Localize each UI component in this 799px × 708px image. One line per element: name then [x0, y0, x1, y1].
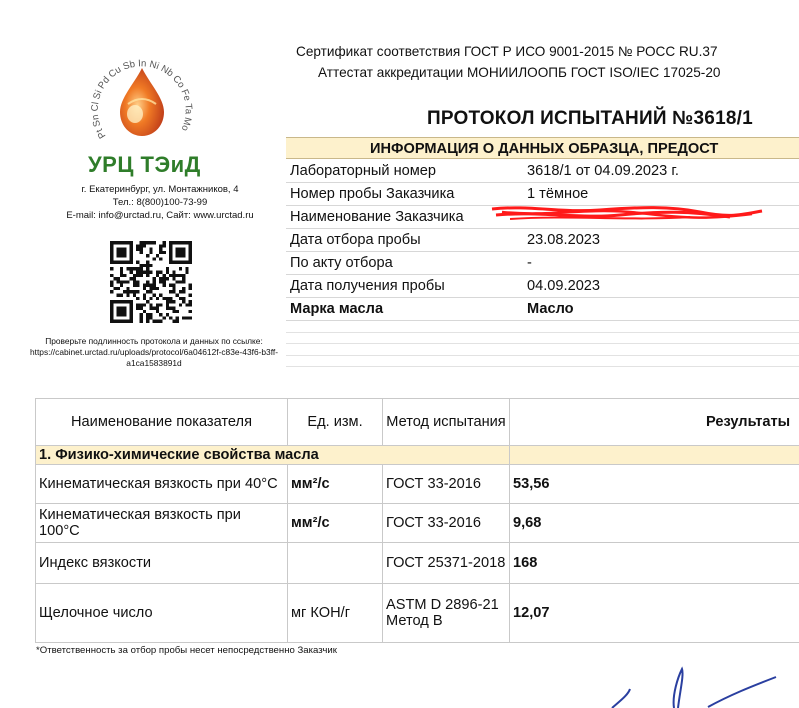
row-name: Щелочное число	[36, 584, 288, 643]
section-filler	[510, 446, 799, 465]
info-row-empty	[286, 344, 799, 356]
row-unit	[288, 543, 383, 584]
results-header-row	[36, 399, 799, 446]
info-value: 1 тёмное	[527, 186, 589, 202]
lab-phone[interactable]: Тел.: 8(800)100-73-99	[112, 197, 208, 208]
section-title: 1. Физико-химические свойства масла	[36, 446, 510, 465]
info-label: Дата получения пробы	[290, 278, 445, 294]
row-name: Кинематическая вязкость при 40°С	[36, 465, 288, 504]
lab-contacts	[30, 183, 290, 222]
verify-text: Проверьте подлинность протокола и данных по ссылке:	[45, 336, 263, 346]
info-row-receipt-date	[286, 275, 799, 298]
info-label: Дата отбора пробы	[290, 232, 421, 248]
table-row	[36, 465, 799, 504]
table-row	[36, 584, 799, 643]
info-row-empty	[286, 333, 799, 345]
row-method: ГОСТ 25371-2018	[383, 543, 510, 584]
sample-info-header: ИНФОРМАЦИЯ О ДАННЫХ ОБРАЗЦА, ПРЕДОСТ	[286, 137, 799, 159]
row-value: 9,68	[510, 504, 799, 543]
info-value: 23.08.2023	[527, 232, 601, 248]
info-value: Масло	[527, 301, 574, 317]
oil-drop-icon	[120, 68, 164, 136]
certificate-line-2: Аттестат аккредитации МОНИИЛООПБ ГОСТ ISO/IEC 17025-20	[318, 65, 721, 80]
sample-info-table	[286, 160, 799, 367]
verify-note	[30, 336, 278, 369]
table-row	[36, 504, 799, 543]
row-method: ГОСТ 33-2016	[383, 504, 510, 543]
info-value: 04.09.2023	[527, 278, 601, 294]
verify-link[interactable]: https://cabinet.urctad.ru/uploads/protocol/6a04612f-c83e-43f6-b3ff-a1ca1583891d	[30, 347, 278, 368]
lab-email-site[interactable]: E-mail: info@urctad.ru, Сайт: www.urctad.ru	[66, 210, 254, 221]
lab-brand-name: УРЦ ТЭиД	[88, 152, 201, 177]
info-label: Номер пробы Заказчика	[290, 186, 455, 202]
protocol-title: ПРОТОКОЛ ИСПЫТАНИЙ №3618/1	[427, 108, 753, 129]
row-unit: мм²/с	[288, 504, 383, 543]
info-label: По акту отбора	[290, 255, 393, 271]
info-row-act	[286, 252, 799, 275]
info-value: 3618/1 от 04.09.2023 г.	[527, 163, 679, 179]
certificate-line-1: Сертификат соответствия ГОСТ Р ИСО 9001-2015 № РОСС RU.37	[296, 44, 718, 59]
info-label: Наименование Заказчика	[290, 209, 464, 225]
info-label: Лабораторный номер	[290, 163, 437, 179]
footnote: *Ответственность за отбор пробы несет непосредственно Заказчик	[36, 645, 337, 656]
lab-address: г. Екатеринбург, ул. Монтажников, 4	[81, 184, 239, 195]
row-value: 168	[510, 543, 799, 584]
col-header-method: Метод испытания	[383, 399, 510, 446]
col-header-unit: Ед. изм.	[288, 399, 383, 446]
row-name: Кинематическая вязкость при 100°С	[36, 504, 288, 543]
row-method: ГОСТ 33-2016	[383, 465, 510, 504]
row-unit: мг КОН/г	[288, 584, 383, 643]
row-value: 53,56	[510, 465, 799, 504]
info-row-empty	[286, 321, 799, 333]
row-method: ASTM D 2896-21 Метод В	[383, 584, 510, 643]
signature-mark	[590, 665, 799, 708]
info-row-sampling-date	[286, 229, 799, 252]
redaction-scribble	[490, 203, 765, 223]
info-row-oil-brand	[286, 298, 799, 321]
table-row	[36, 543, 799, 584]
certificate-block	[296, 44, 799, 86]
logo-ring-text: Pt Sn Cl Si Pd Cu Sb In Ni Nb Co Fe Ta Mo	[89, 58, 194, 141]
lab-logo	[88, 44, 196, 152]
info-label: Марка масла	[290, 301, 384, 317]
row-value: 12,07	[510, 584, 799, 643]
info-row-empty	[286, 356, 799, 368]
info-row-lab-number	[286, 160, 799, 183]
row-name: Индекс вязкости	[36, 543, 288, 584]
results-table	[35, 398, 799, 643]
row-unit: мм²/с	[288, 465, 383, 504]
info-value: -	[527, 255, 532, 271]
col-header-result: Результаты	[510, 399, 799, 446]
qr-code-icon[interactable]	[110, 240, 192, 324]
col-header-name: Наименование показателя	[36, 399, 288, 446]
section-row	[36, 446, 799, 465]
